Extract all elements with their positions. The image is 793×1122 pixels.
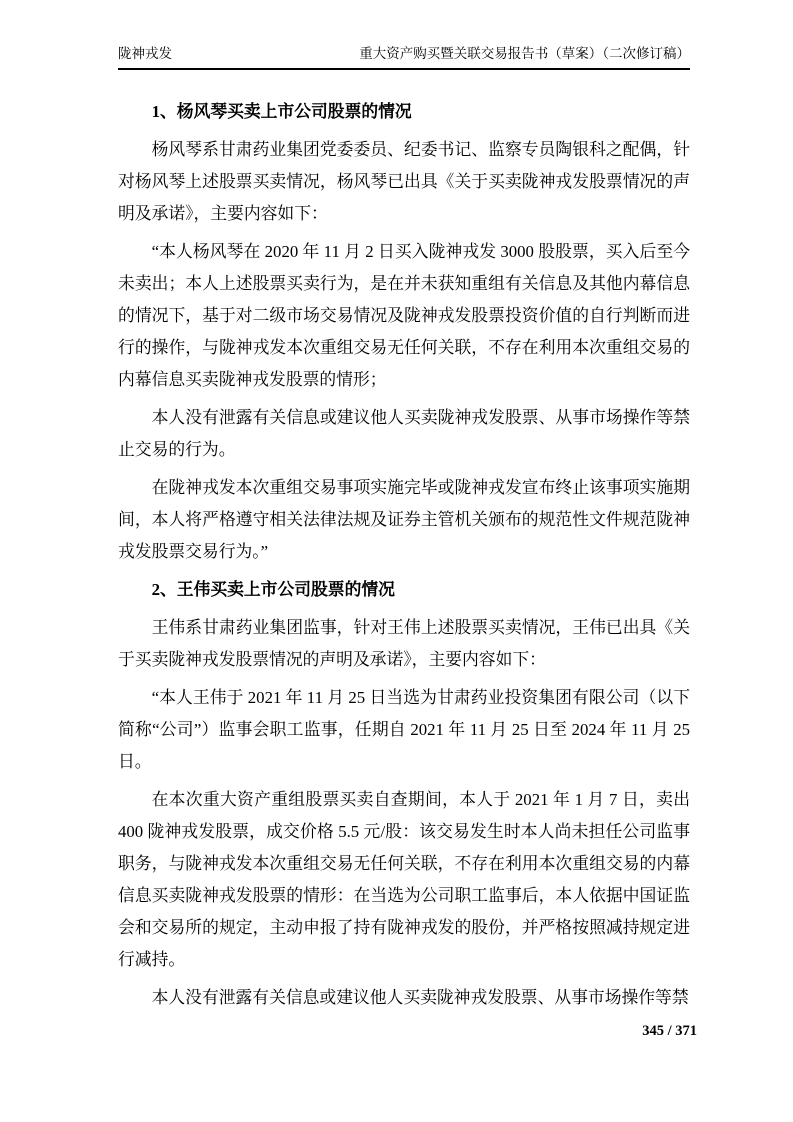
paragraph: 本人没有泄露有关信息或建议他人买卖陇神戎发股票、从事市场操作等禁止交易的行为。 bbox=[118, 408, 690, 459]
paragraph: 王伟系甘肃药业集团监事，针对王伟上述股票买卖情况，王伟已出具《关于买卖陇神戎发股票情况的声明及承诺》，主要内容如下： bbox=[118, 618, 690, 669]
paragraph: 在本次重大资产重组股票买卖自查期间，本人于 2021 年 1 月 7 日，卖出 400 陇神戎发股票，成交价格 5.5 元/股：该交易发生时本人尚未担任公司监事职务，与陇神戎发本次重组交易无任何关联，不存在利用本次重组交易的内幕信息买卖陇神戎发股票的情形：在当选为公司职工监事后，本人依据中国证监会和交易所的规定，主动申报了持有陇神戎发的股份，并严格按照减持规定进行减持。 bbox=[118, 790, 690, 969]
document-body bbox=[118, 70, 690, 1014]
paragraph: 杨风琴系甘肃药业集团党委委员、纪委书记、监察专员陶银科之配偶，针对杨风琴上述股票买卖情况，杨风琴已出具《关于买卖陇神戎发股票情况的声明及承诺》，主要内容如下： bbox=[118, 140, 690, 223]
section-heading-1: 1、杨风琴买卖上市公司股票的情况 bbox=[151, 102, 412, 121]
paragraph: 本人没有泄露有关信息或建议他人买卖陇神戎发股票、从事市场操作等禁 bbox=[151, 988, 689, 1007]
page-header bbox=[118, 44, 690, 70]
header-document-title: 重大资产购买暨关联交易报告书（草案）（二次修订稿） bbox=[359, 46, 690, 61]
page-number: 345 / 371 bbox=[642, 1023, 697, 1039]
page-footer bbox=[642, 1022, 697, 1040]
paragraph: 在陇神戎发本次重组交易事项实施完毕或陇神戎发宣布终止该事项实施期间，本人将严格遵守相关法律法规及证券主管机关颁布的规范性文件规范陇神戎发股票交易行为。” bbox=[118, 478, 690, 561]
paragraph: “本人王伟于 2021 年 11 月 25 日当选为甘肃药业投资集团有限公司（以下简称“公司”）监事会职工监事，任期自 2021 年 11 月 25 日至 2024 年 11 月 25 日。 bbox=[118, 688, 690, 771]
section-heading-2: 2、王伟买卖上市公司股票的情况 bbox=[151, 580, 395, 599]
header-company-name: 陇神戎发 bbox=[118, 46, 172, 61]
paragraph: “本人杨风琴在 2020 年 11 月 2 日买入陇神戎发 3000 股股票，买入后至今未卖出；本人上述股票买卖行为，是在并未获知重组有关信息及其他内幕信息的情况下，基于对二级市场交易情况及陇神戎发股票投资价值的自行判断而进行的操作，与陇神戎发本次重组交易无任何关联，不存在利用本次重组交易的内幕信息买卖陇神戎发股票的情形； bbox=[118, 242, 690, 389]
